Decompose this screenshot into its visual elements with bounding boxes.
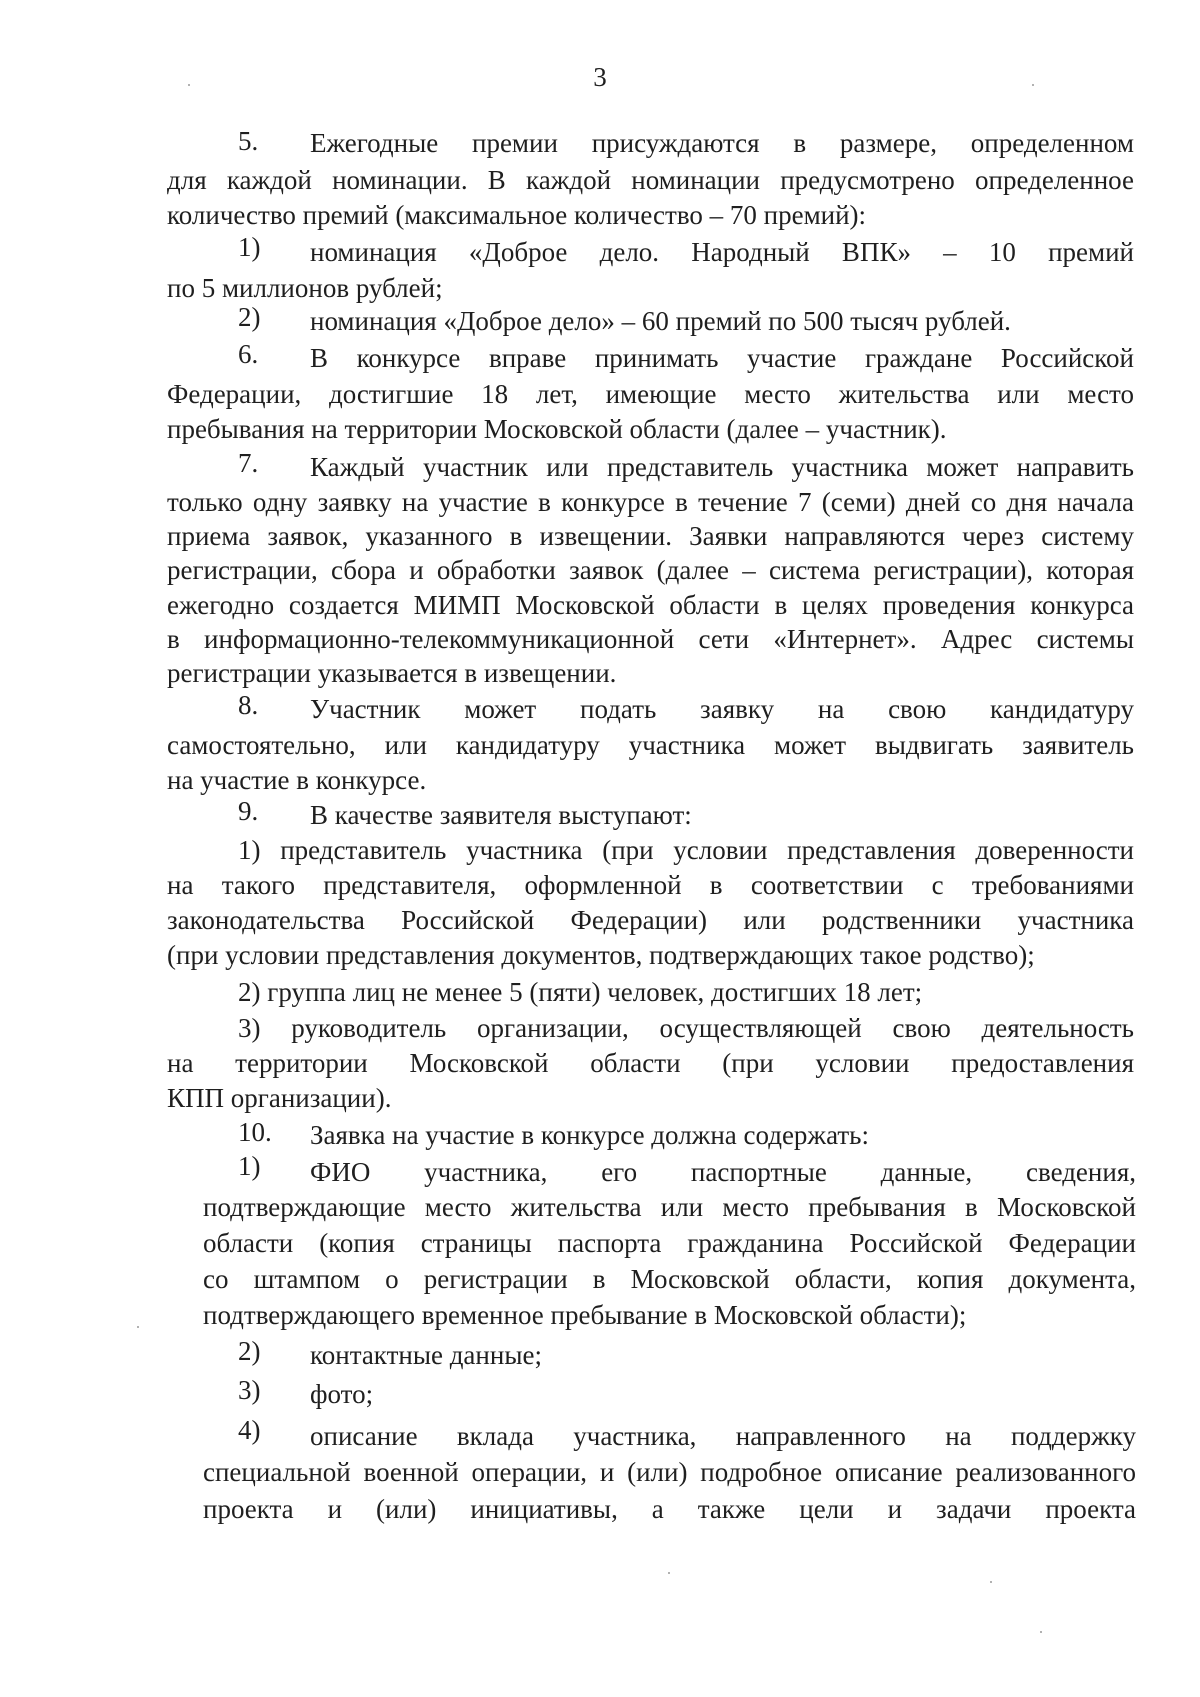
text-line: пребывания на территории Московской области (далее – участник). [167, 414, 947, 444]
scan-speck [990, 1581, 992, 1583]
text-line: контактные данные; [310, 1340, 542, 1370]
text-line: законодательства Российской Федерации) или родственники участника [167, 905, 1134, 935]
text-line: подтверждающего временное пребывание в Московской области); [203, 1300, 967, 1330]
text-line: по 5 миллионов рублей; [167, 273, 443, 303]
text-line: количество премий (максимальное количество – 70 премий): [167, 200, 867, 230]
text-line: 2) группа лиц не менее 5 (пяти) человек, достигших 18 лет; [238, 977, 923, 1007]
item-number: 7. [238, 448, 259, 478]
scan-speck [137, 1326, 139, 1328]
text-line: 3) руководитель организации, осуществляющей свою деятельность [238, 1013, 1134, 1043]
text-line: фото; [310, 1379, 374, 1409]
text-line: на участие в конкурсе. [167, 765, 427, 795]
item-number: 2) [238, 1336, 261, 1366]
scan-speck [1032, 84, 1034, 86]
text-line: со штампом о регистрации в Московской области, копия документа, [203, 1264, 1136, 1294]
text-line: (при условии представления документов, подтверждающих такое родство); [167, 940, 1035, 970]
scan-speck [188, 84, 190, 86]
text-line: Ежегодные премии присуждаются в размере, определенном [310, 128, 1134, 158]
text-line: КПП организации). [167, 1083, 392, 1113]
text-line: регистрации, сбора и обработки заявок (далее – система регистрации), которая [167, 555, 1134, 585]
item-number: 3) [238, 1375, 261, 1405]
text-line: Заявка на участие в конкурсе должна содержать: [310, 1120, 869, 1150]
text-line: в информационно-телекоммуникационной сети «Интернет». Адрес системы [167, 624, 1134, 654]
text-line: на такого представителя, оформленной в соответствии с требованиями [167, 870, 1134, 900]
text-line: самостоятельно, или кандидатуру участника может выдвигать заявитель [167, 730, 1134, 760]
text-line: Каждый участник или представитель участника может направить [310, 452, 1134, 482]
text-line: описание вклада участника, направленного на поддержку [310, 1421, 1136, 1451]
item-number: 9. [238, 796, 259, 826]
text-line: проекта и (или) инициативы, а также цели и задачи проекта [203, 1494, 1136, 1524]
text-line: ежегодно создается МИМП Московской области в целях проведения конкурса [167, 590, 1134, 620]
text-line: регистрации указывается в извещении. [167, 658, 617, 688]
page-number: 3 [593, 62, 607, 92]
text-line: номинация «Доброе дело. Народный ВПК» – 10 премий [310, 237, 1134, 267]
text-line: номинация «Доброе дело» – 60 премий по 500 тысяч рублей. [310, 306, 1011, 336]
text-line: ФИО участника, его паспортные данные, сведения, [310, 1157, 1136, 1187]
text-line: специальной военной операции, и (или) подробное описание реализованного [203, 1457, 1136, 1487]
text-line: Федерации, достигшие 18 лет, имеющие место жительства или место [167, 379, 1134, 409]
text-line: только одну заявку на участие в конкурсе в течение 7 (семи) дней со дня начала [167, 487, 1134, 517]
item-number: 8. [238, 690, 259, 720]
item-number: 2) [238, 302, 261, 332]
text-line: 1) представитель участника (при условии представления доверенности [238, 835, 1134, 865]
item-number: 5. [238, 126, 259, 156]
item-number: 6. [238, 339, 259, 369]
text-line: В конкурсе вправе принимать участие граждане Российской [310, 343, 1134, 373]
item-number: 10. [238, 1117, 272, 1147]
text-line: на территории Московской области (при условии предоставления [167, 1048, 1134, 1078]
scan-speck [1040, 1631, 1042, 1633]
text-line: В качестве заявителя выступают: [310, 800, 692, 830]
text-line: области (копия страницы паспорта гражданина Российской Федерации [203, 1228, 1136, 1258]
text-line: Участник может подать заявку на свою кандидатуру [310, 694, 1134, 724]
item-number: 1) [238, 1151, 261, 1181]
text-line: подтверждающие место жительства или место пребывания в Московской [203, 1192, 1136, 1222]
item-number: 1) [238, 232, 261, 262]
text-line: для каждой номинации. В каждой номинации предусмотрено определенное [167, 165, 1134, 195]
scan-speck [668, 1572, 670, 1574]
item-number: 4) [238, 1415, 261, 1445]
text-line: приема заявок, указанного в извещении. Заявки направляются через систему [167, 521, 1134, 551]
